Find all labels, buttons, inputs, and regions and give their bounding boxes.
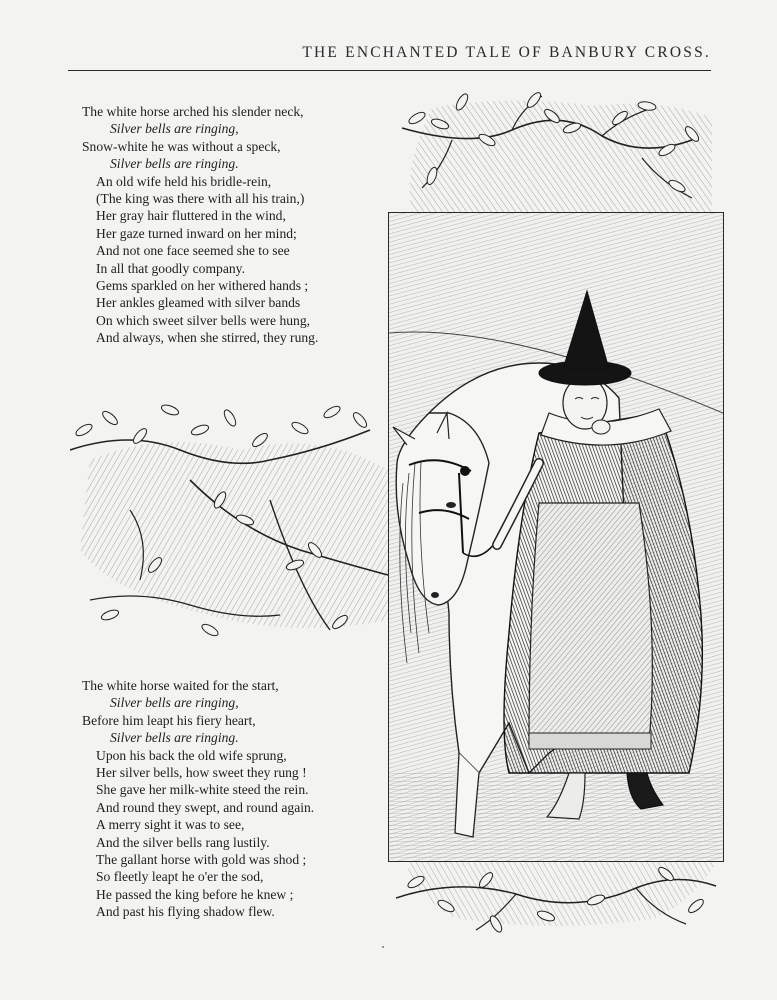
verse-line: He passed the king before he knew ; xyxy=(96,886,294,902)
verse-line: So fleetly leapt he o'er the sod, xyxy=(96,869,264,885)
verse-line: The gallant horse with gold was shod ; xyxy=(96,852,307,868)
verse-line: And past his flying shadow flew. xyxy=(96,904,275,920)
verse-line: The white horse arched his slender neck, xyxy=(82,104,304,119)
verse-line: And always, when she stirred, they rung. xyxy=(96,330,319,346)
verse-line: Her ankles gleamed with silver bands xyxy=(96,295,301,311)
refrain-line: Silver bells are ringing, xyxy=(110,695,239,711)
stanza-1 xyxy=(82,103,382,347)
verse-line: She gave her milk-white steed the rein. xyxy=(96,782,309,798)
verse-line: And round they swept, and round again. xyxy=(96,799,315,815)
verse-line: Her gaze turned inward on her mind; xyxy=(96,225,297,241)
refrain-line: Silver bells are ringing, xyxy=(110,121,239,137)
verse-line: (The king was there with all his train,) xyxy=(96,191,305,207)
branch-vignette-top xyxy=(392,88,722,214)
main-illustration xyxy=(388,212,724,862)
verse-line: A merry sight it was to see, xyxy=(96,817,245,833)
branch-vignette-left xyxy=(70,390,388,646)
verse-line: And the silver bells rang lustily. xyxy=(96,834,270,850)
verse-line: Gems sparkled on her withered hands ; xyxy=(96,278,309,294)
verse-line: The white horse waited for the start, xyxy=(82,678,279,693)
refrain-line: Silver bells are ringing. xyxy=(110,730,239,746)
verse-line: Her silver bells, how sweet they rung ! xyxy=(96,765,307,781)
refrain-line: Silver bells are ringing. xyxy=(110,156,239,172)
branch-vignette-bottom xyxy=(396,858,722,934)
stanza-2 xyxy=(82,677,382,921)
verse-line: An old wife held his bridle-rein, xyxy=(96,173,272,189)
running-header: THE ENCHANTED TALE OF BANBURY CROSS. xyxy=(302,44,711,61)
verse-line: In all that goodly company. xyxy=(96,260,245,276)
verse-line: And not one face seemed she to see xyxy=(96,243,290,259)
verse-line: On which sweet silver bells were hung, xyxy=(96,312,311,328)
verse-line: Her gray hair fluttered in the wind, xyxy=(96,208,286,224)
verse-line: Upon his back the old wife sprung, xyxy=(96,747,287,763)
header-rule xyxy=(68,70,711,71)
page-mark xyxy=(382,946,384,948)
verse-line: Before him leapt his fiery heart, xyxy=(82,712,256,728)
verse-line: Snow-white he was without a speck, xyxy=(82,138,281,154)
